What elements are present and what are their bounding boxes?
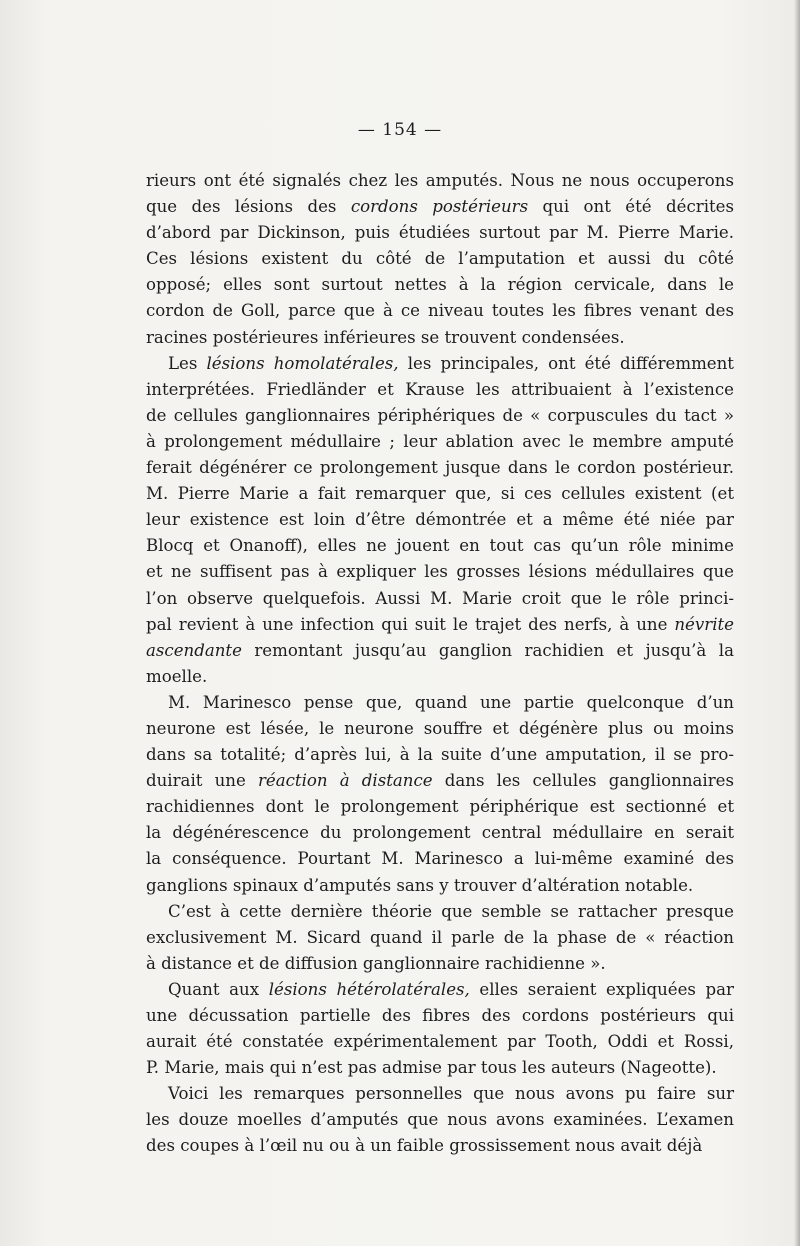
text-segment: duirait une: [146, 771, 258, 791]
text-segment: racines postérieures inférieures se trouvent condensées.: [146, 327, 625, 347]
text-segment: M. Pierre Marie a fait remarquer que, si ces cellules existent (et: [146, 484, 734, 504]
text-line: [146, 977, 734, 1003]
text-segment: rieurs ont été signalés chez les amputés. Nous ne nous occuperons: [146, 171, 734, 190]
text-line: [146, 194, 734, 220]
text-line: [146, 1029, 734, 1055]
text-segment: elles seraient expliquées par: [469, 979, 734, 999]
text-line: [146, 1107, 734, 1133]
text-segment: Ces lésions existent du côté de l’amputation et aussi du côté: [146, 249, 734, 269]
text-line: [146, 1133, 734, 1159]
page-number: — 154 —: [357, 120, 443, 140]
page-edge-shadow: [794, 0, 800, 1246]
text-line: [146, 873, 734, 899]
text-line: [146, 298, 734, 324]
text-segment: une décussation partielle des fibres des cordons postérieurs qui: [146, 1006, 734, 1025]
text-line: [146, 272, 734, 298]
text-segment: Voici les remarques personnelles que nous avons pu faire sur: [168, 1084, 734, 1104]
text-segment: que des lésions des: [146, 197, 351, 217]
text-segment: Les: [168, 353, 207, 373]
text-segment: opposé; elles sont surtout nettes à la région cervicale, dans le: [146, 275, 734, 295]
text-segment: les douze moelles d’amputés que nous avons examinées. L’examen: [146, 1110, 734, 1130]
text-line: [146, 820, 734, 846]
text-segment: et ne suffisent pas à expliquer les grosses lésions médullaires que: [146, 562, 734, 582]
text-segment: à distance et de diffusion ganglionnaire rachidienne ».: [146, 953, 606, 973]
text-line: [146, 612, 734, 638]
text-line: [146, 1003, 734, 1029]
text-segment: rachidiennes dont le prolongement périphérique est sectionné et: [146, 797, 734, 817]
text-segment: remontant jusqu’au ganglion rachidien et jusqu’à la: [241, 640, 734, 660]
text-segment: neurone est lésée, le neurone souffre et dégénère plus ou moins: [146, 718, 734, 738]
text-segment: qui ont été décrites: [528, 197, 734, 217]
text-line: [146, 429, 734, 455]
text-segment: Quant aux: [168, 979, 269, 999]
text-line: [146, 1055, 734, 1081]
text-segment: pal revient à une infection qui suit le trajet des nerfs, à une: [146, 614, 675, 634]
text-segment: interprétées. Friedländer et Krause les attribuaient à l’existence: [146, 379, 734, 399]
text-line: [146, 377, 734, 403]
text-line: [146, 742, 734, 768]
italic-text: lésions homolatérales,: [206, 353, 399, 373]
text-line: [146, 925, 734, 951]
text-segment: P. Marie, mais qui n’est pas admise par tous les auteurs (Nageotte).: [146, 1058, 717, 1078]
text-line: [146, 325, 734, 351]
text-line: [146, 246, 734, 272]
text-segment: dans les cellules ganglionnaires: [432, 771, 734, 791]
text-line: [146, 481, 734, 507]
text-segment: exclusivement M. Sicard quand il parle de la phase de « réaction: [146, 927, 734, 947]
text-segment: la dégénérescence du prolongement central médullaire en serait: [146, 823, 734, 843]
text-line: [146, 168, 734, 194]
text-line: [146, 638, 734, 664]
text-line: [146, 455, 734, 481]
italic-text: cordons postérieurs: [350, 197, 529, 217]
text-segment: aurait été constatée expérimentalement par Tooth, Oddi et Rossi,: [146, 1032, 734, 1052]
italic-text: réaction à distance: [257, 771, 433, 791]
text-segment: d’abord par Dickinson, puis étudiées surtout par M. Pierre Marie.: [146, 223, 734, 243]
text-line: [146, 1081, 734, 1107]
italic-text: ascendante: [146, 640, 242, 660]
text-line: [146, 403, 734, 429]
text-segment: ferait dégénérer ce prolongement jusque dans le cordon postérieur.: [146, 458, 734, 478]
text-segment: moelle.: [146, 666, 208, 686]
text-segment: à prolongement médullaire ; leur ablation avec le membre amputé: [146, 431, 734, 451]
text-line: [146, 716, 734, 742]
text-segment: la conséquence. Pourtant M. Marinesco a lui-même examiné des: [146, 849, 734, 869]
text-line: [146, 507, 734, 533]
text-line: [146, 690, 734, 716]
text-segment: C’est à cette dernière théorie que semble se rattacher presque: [168, 901, 734, 921]
text-line: [146, 533, 734, 559]
italic-text: lésions hétérolatérales,: [268, 979, 470, 999]
text-line: [146, 664, 734, 690]
text-line: [146, 220, 734, 246]
text-segment: l’on observe quelquefois. Aussi M. Marie croit que le rôle princi-: [146, 588, 734, 608]
text-line: [146, 586, 734, 612]
text-line: [146, 899, 734, 925]
body-text: [146, 168, 734, 1160]
text-line: [146, 951, 734, 977]
text-line: [146, 351, 734, 377]
text-line: [146, 559, 734, 585]
text-segment: de cellules ganglionnaires périphériques de « corpuscules du tact »: [146, 405, 734, 425]
text-segment: leur existence est loin d’être démontrée et a même été niée par: [146, 510, 734, 530]
text-segment: cordon de Goll, parce que à ce niveau toutes les fibres venant des: [146, 301, 734, 321]
text-line: [146, 846, 734, 872]
text-line: [146, 794, 734, 820]
text-segment: les principales, ont été différemment: [398, 353, 734, 373]
text-segment: Blocq et Onanoff), elles ne jouent en tout cas qu’un rôle minime: [146, 536, 734, 556]
text-segment: des coupes à l’œil nu ou à un faible grossissement nous avait déjà: [146, 1136, 703, 1156]
text-segment: ganglions spinaux d’amputés sans y trouver d’altération notable.: [146, 875, 694, 895]
text-line: [146, 768, 734, 794]
italic-text: névrite: [674, 614, 734, 634]
text-segment: M. Marinesco pense que, quand une partie quelconque d’un: [168, 692, 734, 712]
text-segment: dans sa totalité; d’après lui, à la suite d’une amputation, il se pro-: [146, 745, 734, 765]
